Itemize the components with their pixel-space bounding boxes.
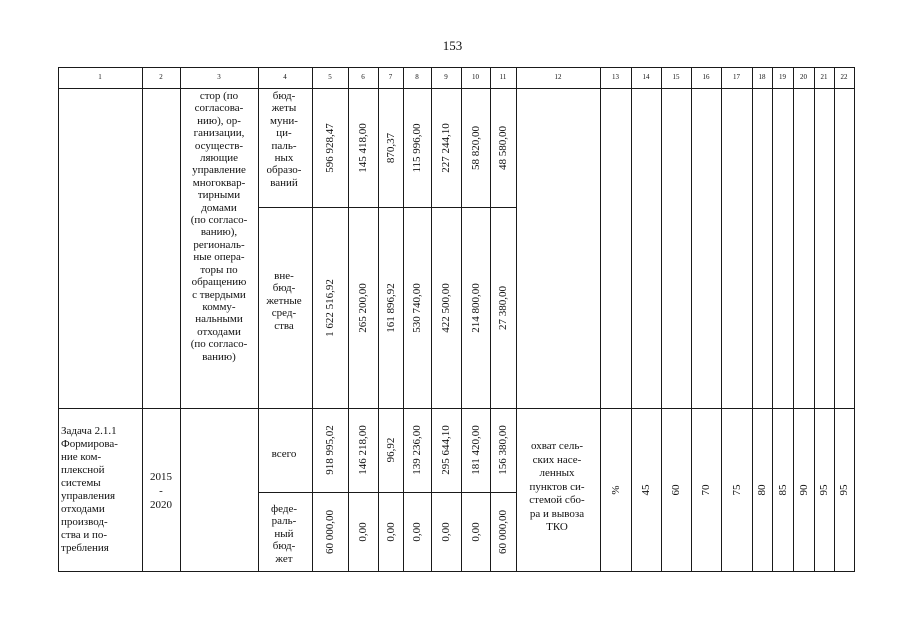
page-number: 153 [442, 38, 463, 53]
total-value: 139 236,00 [411, 425, 423, 475]
municipal-budget-value: 227 244,10 [440, 123, 452, 173]
task-text-line: управления [61, 490, 116, 502]
source-label-line: жет [275, 552, 293, 565]
column-border-12 [600, 67, 601, 572]
executor-text-line: нию), ор- [197, 114, 241, 127]
extrabudget-value: 1 622 516,92 [324, 279, 336, 337]
municipal-budget-value: 145 418,00 [357, 123, 369, 173]
row-separator [58, 408, 854, 409]
source-label-line: паль- [271, 139, 297, 152]
header-col-17: 17 [733, 73, 740, 81]
header-col-15: 15 [672, 73, 680, 81]
municipal-budget-value: 58 820,00 [469, 126, 482, 170]
header-col-19: 19 [779, 73, 786, 81]
executor-text-line: ганизации, [193, 127, 245, 140]
executor-text-line: многоквар- [192, 176, 246, 189]
extrabudget-value: 530 740,00 [411, 283, 423, 333]
task-text-line: Задача 2.1.1 [61, 425, 117, 437]
source-label-line: бюд- [272, 90, 296, 102]
header-col-3: 3 [217, 73, 221, 81]
table-bottom-border [58, 571, 854, 572]
source-label-line: вне- [274, 270, 294, 282]
executor-text-line: отходами [197, 325, 241, 338]
total-value: 918 995,02 [324, 425, 336, 475]
source-label-line: образо- [266, 164, 302, 177]
executor-text-line: ванию), [200, 226, 238, 239]
column-border-15 [691, 67, 692, 572]
column-border-8 [431, 67, 432, 572]
executor-text-line: обращению [191, 276, 247, 289]
column-border-10 [490, 67, 491, 572]
header-col-11: 11 [499, 73, 507, 81]
header-col-9: 9 [444, 73, 448, 81]
task-text-line: системы [61, 477, 101, 489]
header-col-6: 6 [361, 73, 365, 81]
subrow-separator-1 [258, 207, 516, 208]
years-text-line: 2015 [150, 471, 172, 483]
extrabudget-value: 27 380,00 [497, 286, 509, 330]
indicator-text-line: ских насе- [532, 453, 582, 466]
indicator-text-line: пунктов си- [529, 480, 585, 493]
executor-text-line: ляющие [199, 152, 238, 165]
federal-budget-value: 60 000,00 [497, 510, 509, 554]
header-col-22: 22 [840, 73, 848, 81]
column-border-5 [348, 67, 349, 572]
target-value: 70 [700, 484, 712, 496]
task-text-line: Формирова- [61, 438, 118, 450]
extrabudget-value: 214 800,00 [469, 283, 482, 333]
target-value: 45 [640, 484, 652, 496]
federal-budget-value: 0,00 [469, 522, 482, 542]
column-border-13 [631, 67, 632, 572]
source-total-label: всего [271, 448, 297, 460]
source-label-line: раль- [271, 515, 297, 528]
total-value: 96,92 [384, 437, 397, 463]
extrabudget-value: 265 200,00 [357, 283, 369, 333]
executor-text-line: региональ- [193, 238, 245, 251]
header-col-12: 12 [554, 73, 562, 81]
header-col-10: 10 [472, 73, 479, 81]
source-label-line: муни- [270, 114, 298, 127]
source-label-line: ных [274, 152, 294, 165]
header-col-13: 13 [612, 73, 619, 81]
source-label-line: ный [274, 527, 294, 540]
municipal-budget-value: 870,37 [384, 132, 397, 164]
header-col-4: 4 [283, 73, 287, 81]
source-label-line: бюд- [272, 282, 296, 295]
column-border-17 [752, 67, 753, 572]
total-value: 146 218,00 [357, 425, 369, 475]
source-label-line: ци- [276, 127, 292, 140]
column-border-18 [772, 67, 773, 572]
column-border-20 [814, 67, 815, 572]
federal-budget-value: 0,00 [357, 522, 369, 542]
column-border-22 [854, 67, 855, 572]
task-2-1-1-text [61, 425, 141, 555]
header-col-1: 1 [98, 73, 102, 81]
column-border-16 [721, 67, 722, 572]
column-border-4 [312, 67, 313, 572]
target-value: 95 [818, 484, 830, 496]
header-bottom-border [58, 88, 854, 89]
responsible-executors-text [181, 90, 257, 363]
header-col-18: 18 [758, 73, 766, 81]
indicator-text-line: ленных [539, 467, 575, 479]
target-value: 95 [838, 484, 850, 496]
executor-text-line: ные опера- [193, 251, 245, 264]
target-value: 90 [797, 484, 810, 496]
source-label-line: жеты [271, 102, 297, 115]
column-border-6 [378, 67, 379, 572]
task-text-line: производ- [61, 516, 108, 528]
task-text-line: плексной [61, 464, 105, 476]
header-col-7: 7 [388, 73, 393, 81]
executor-text-line: комму- [202, 300, 236, 313]
source-municipal-budgets-label [258, 90, 310, 189]
executor-text-line: нальными [195, 313, 243, 326]
municipal-budget-value: 596 928,47 [324, 123, 336, 173]
indicator-text-line: стемой сбо- [529, 494, 585, 506]
source-label-line: сред- [271, 307, 297, 320]
header-col-2: 2 [159, 73, 163, 81]
header-col-14: 14 [642, 73, 650, 81]
municipal-budget-value: 48 580,00 [497, 126, 509, 170]
task-text-line: отходами [61, 503, 105, 515]
task-text-line: требления [61, 542, 109, 554]
task-text-line: ства и по- [61, 529, 108, 541]
executor-text-line: торы по [200, 263, 238, 276]
column-border-9 [461, 67, 462, 572]
executor-text-line: согласова- [194, 102, 244, 115]
column-border-19 [793, 67, 794, 572]
target-value: 80 [756, 484, 768, 496]
subrow-separator-2 [258, 492, 516, 493]
total-value: 156 380,00 [497, 425, 509, 475]
executor-text-line: с твердыми [192, 288, 246, 301]
target-value: 75 [730, 484, 743, 496]
column-border-7 [403, 67, 404, 572]
source-label-line: ства [274, 319, 294, 332]
executor-text-line: управление [192, 164, 246, 177]
total-value: 295 644,10 [440, 425, 452, 475]
executor-text-line: (по согласо- [190, 214, 248, 227]
source-label-line: феде- [270, 503, 297, 515]
executor-text-line: домами [201, 201, 237, 214]
federal-budget-value: 0,00 [384, 522, 397, 542]
source-federal-budget-label [258, 503, 310, 565]
indicator-text-line: ра и вывоза [529, 507, 585, 520]
years-text [143, 470, 179, 512]
source-extrabudget-label [258, 270, 310, 332]
target-value: 85 [776, 484, 789, 496]
header-col-8: 8 [415, 73, 419, 81]
header-col-16: 16 [702, 73, 710, 81]
unit-value: % [609, 485, 622, 495]
header-col-5: 5 [328, 73, 332, 81]
task-text-line: ние ком- [61, 451, 102, 463]
column-border-21 [834, 67, 835, 572]
indicator-text [516, 440, 598, 535]
federal-budget-value: 0,00 [440, 522, 452, 542]
extrabudget-value: 161 896,92 [384, 283, 397, 333]
executor-text-line: стор (по [199, 90, 239, 102]
source-label-line: бюд- [272, 540, 296, 553]
municipal-budget-value: 115 996,00 [411, 123, 423, 173]
column-border-14 [661, 67, 662, 572]
executor-text-line: (по согласо- [190, 338, 248, 351]
years-text-line: - [159, 485, 163, 497]
target-value: 60 [670, 484, 682, 496]
executor-text-line: ванию) [202, 350, 236, 363]
federal-budget-value: 60 000,00 [324, 510, 336, 554]
column-border-0 [58, 67, 59, 572]
header-col-21: 21 [820, 73, 828, 81]
years-text-line: 2020 [150, 499, 172, 511]
source-label-line: ваний [270, 176, 298, 189]
total-value: 181 420,00 [469, 425, 482, 475]
extrabudget-value: 422 500,00 [440, 283, 452, 333]
executor-text-line: тирными [197, 189, 241, 202]
indicator-text-line: охват сель- [531, 440, 583, 452]
source-label-line: жетные [266, 294, 302, 307]
federal-budget-value: 0,00 [411, 522, 423, 542]
indicator-text-line: ТКО [546, 521, 568, 533]
header-col-20: 20 [800, 73, 807, 81]
executor-text-line: осуществ- [194, 139, 244, 152]
